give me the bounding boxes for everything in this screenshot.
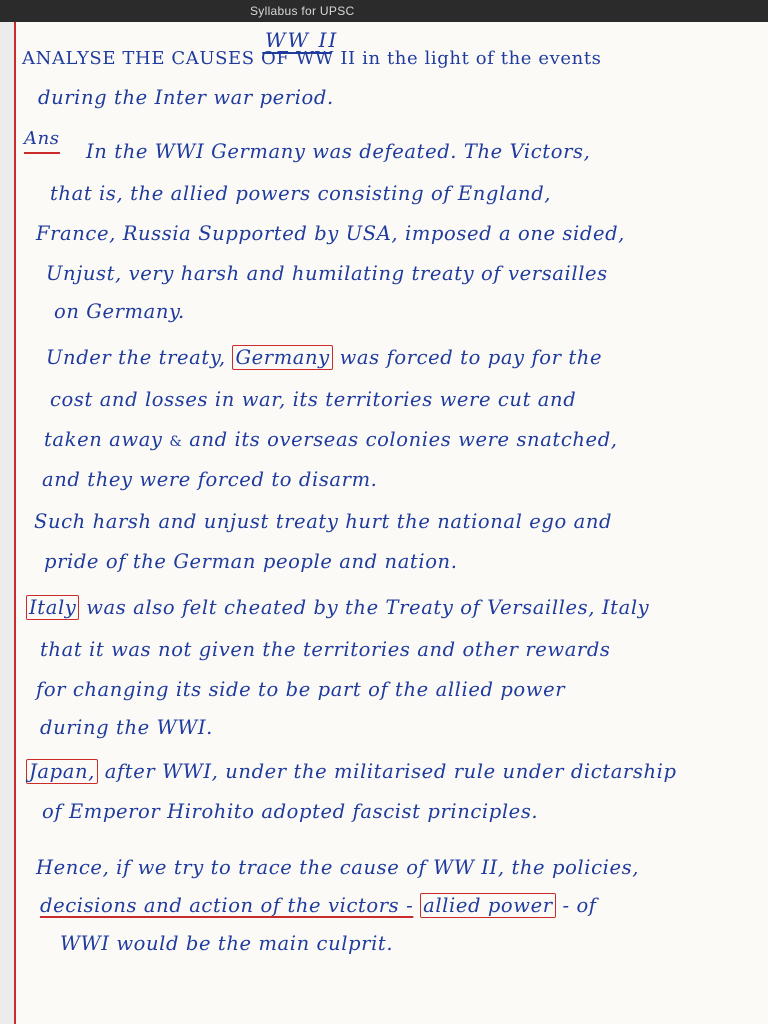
p6-line-1: Hence, if we try to trace the cause of WW II, the policies, bbox=[36, 856, 639, 879]
answer-marker: Ans bbox=[24, 128, 60, 149]
p1-line-3: France, Russia Supported by USA, imposed a one sided, bbox=[36, 222, 625, 245]
p1-line-1: In the WWI Germany was defeated. The Victors, bbox=[86, 140, 591, 163]
red-underlined-phrase: decisions and action of the victors - bbox=[40, 894, 414, 917]
p2-line-1-pre: Under the treaty, bbox=[46, 346, 226, 369]
answer-marker-underline bbox=[24, 152, 60, 154]
p4-line-2: that it was not given the territories and other rewards bbox=[40, 638, 611, 661]
p3-line-1: Such harsh and unjust treaty hurt the national ego and bbox=[34, 510, 613, 533]
p1-line-2: that is, the allied powers consisting of England, bbox=[50, 182, 552, 205]
p2-line-3 bbox=[44, 428, 618, 451]
p6-line-3: WWI would be the main culprit. bbox=[60, 932, 394, 955]
allied-power-boxed-phrase: allied power bbox=[420, 893, 556, 918]
p1-line-5: on Germany. bbox=[54, 300, 185, 323]
p6-line-2 bbox=[40, 894, 597, 917]
p1-line-4: Unjust, very harsh and humilating treaty of versailles bbox=[46, 262, 608, 285]
p4-line-4: during the WWI. bbox=[40, 716, 213, 739]
question-line-1: ANALYSE THE CAUSES OF WW II in the light of the events bbox=[22, 48, 602, 69]
p5-line-1-post: after WWI, under the militarised rule under dictarship bbox=[104, 760, 677, 783]
p2-line-2: cost and losses in war, its territories were cut and bbox=[50, 388, 577, 411]
p5-line-1 bbox=[26, 760, 677, 783]
header-source-text: Syllabus for UPSC bbox=[250, 4, 355, 18]
p2-line-3-post: and its overseas colonies were snatched, bbox=[189, 428, 618, 451]
red-margin-line bbox=[14, 22, 16, 1024]
p5-line-2: of Emperor Hirohito adopted fascist principles. bbox=[42, 800, 539, 823]
italy-boxed-word: Italy bbox=[26, 595, 79, 620]
japan-boxed-word: Japan, bbox=[26, 759, 98, 784]
p2-line-3-pre: taken away bbox=[44, 428, 163, 451]
p4-line-3: for changing its side to be part of the allied power bbox=[36, 678, 566, 701]
struck-out-mark: & bbox=[169, 434, 183, 450]
p2-line-1-post: was forced to pay for the bbox=[339, 346, 603, 369]
left-margin-strip bbox=[0, 22, 14, 1024]
page-title: WW II bbox=[265, 28, 339, 52]
question-line-2: during the Inter war period. bbox=[38, 86, 334, 109]
p4-line-1-post: was also felt cheated by the Treaty of Versailles, Italy bbox=[86, 596, 650, 619]
germany-boxed-word: Germany bbox=[232, 345, 332, 370]
top-strip bbox=[0, 0, 768, 22]
p2-line-1 bbox=[46, 346, 602, 369]
p2-line-4: and they were forced to disarm. bbox=[42, 468, 378, 491]
p3-line-2: pride of the German people and nation. bbox=[44, 550, 458, 573]
p4-line-1 bbox=[26, 596, 649, 619]
p6-line-2-post: - of bbox=[562, 894, 597, 917]
